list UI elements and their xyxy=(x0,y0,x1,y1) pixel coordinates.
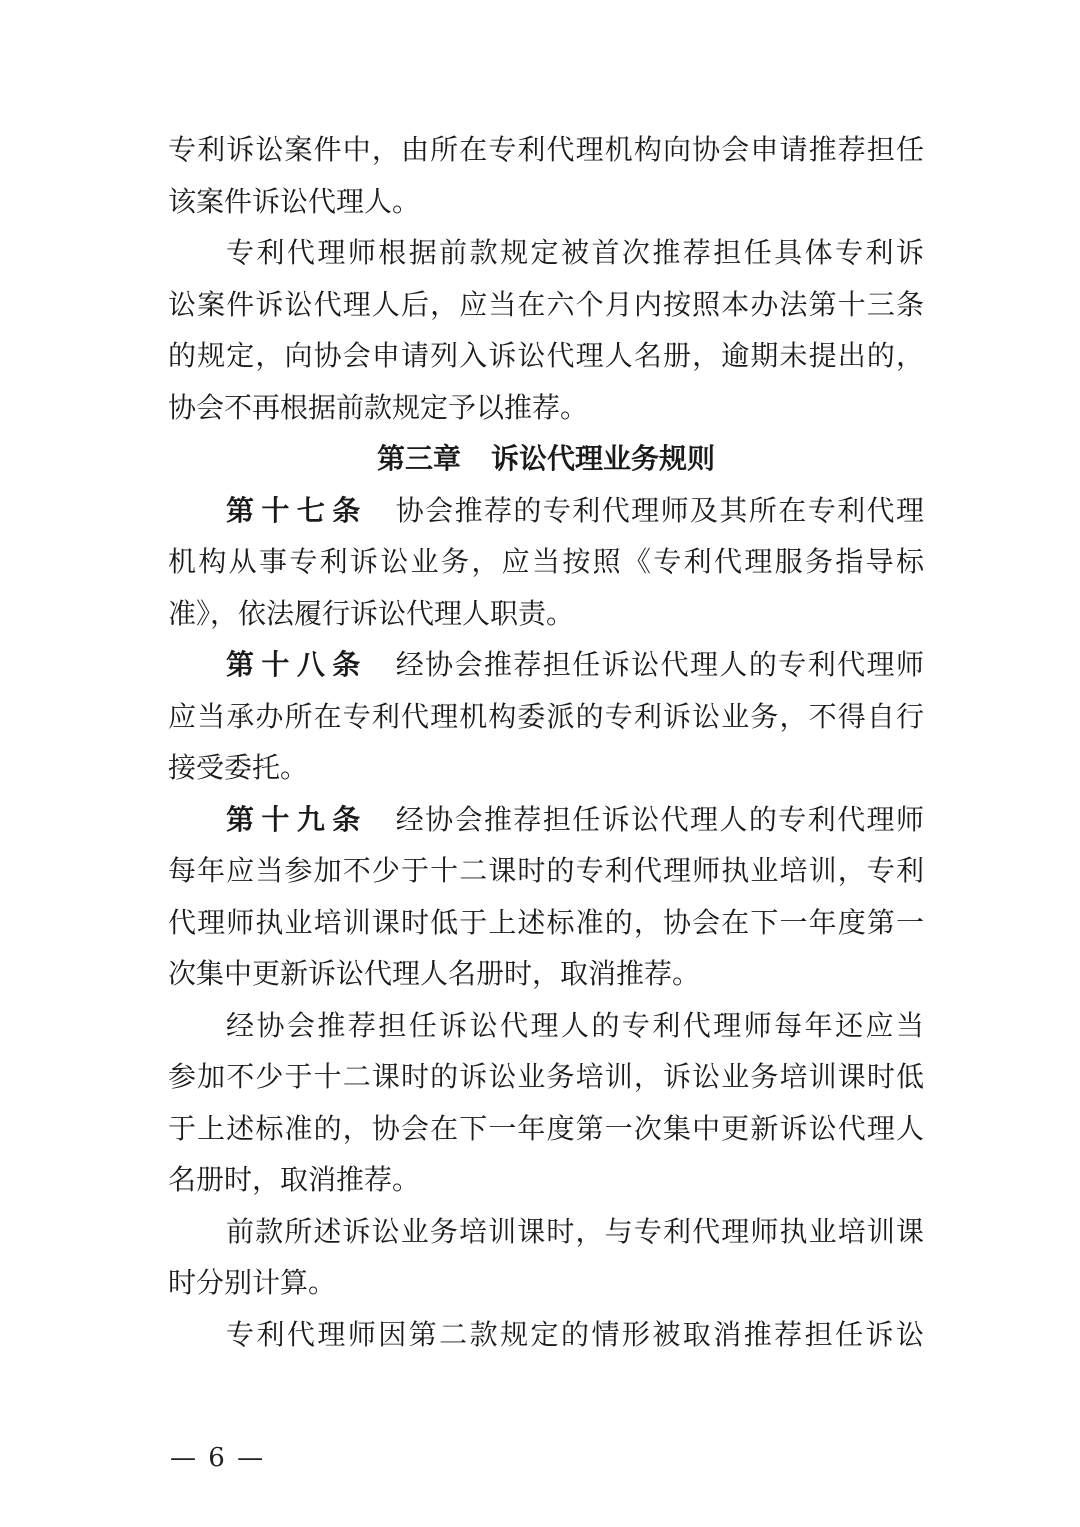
text-line: 专利代理师根据前款规定被首次推荐担任具体专利诉 xyxy=(226,236,924,269)
text-line: 每年应当参加不少于十二课时的专利代理师执业培训，专利 xyxy=(168,854,924,887)
text-line: 代理师执业培训课时低于上述标准的，协会在下一年度第一 xyxy=(168,905,924,939)
text-line: 参加不少于十二课时的诉讼业务培训，诉讼业务培训课时低 xyxy=(168,1060,924,1093)
article-19-number: 第十九条 xyxy=(226,802,368,836)
text-line: 讼案件诉讼代理人后，应当在六个月内按照本办法第十三条 xyxy=(168,287,924,321)
article-18-text: 经协会推荐担任诉讼代理人的专利代理师 xyxy=(395,648,924,681)
article-18-number: 第十八条 xyxy=(226,648,368,681)
text-line: 专利代理师因第二款规定的情形被取消推荐担任诉讼 xyxy=(226,1317,924,1351)
text-line: 接受委托。 xyxy=(168,751,309,784)
article-17-text: 协会推荐的专利代理师及其所在专利代理 xyxy=(395,493,924,527)
text-line: 前款所述诉讼业务培训课时，与专利代理师执业培训课 xyxy=(226,1214,924,1248)
text-line: 应当承办所在专利代理机构委派的专利诉讼业务，不得自行 xyxy=(168,699,924,733)
text-line: 名册时，取消推荐。 xyxy=(168,1163,421,1196)
text-line: 的规定，向协会申请列入诉讼代理人名册，逾期未提出的， xyxy=(168,339,924,372)
text-line: 经协会推荐担任诉讼代理人的专利代理师每年还应当 xyxy=(226,1008,924,1042)
article-18-first-line xyxy=(168,639,924,691)
text-line: 于上述标准的，协会在下一年度第一次集中更新诉讼代理人 xyxy=(168,1111,924,1145)
chapter-heading xyxy=(168,433,924,485)
article-17-number: 第十七条 xyxy=(226,493,368,527)
text-line: 该案件诉讼代理人。 xyxy=(168,184,421,218)
text-line: 次集中更新诉讼代理人名册时，取消推荐。 xyxy=(168,957,701,990)
text-line: 专利诉讼案件中，由所在专利代理机构向协会申请推荐担任 xyxy=(168,133,924,166)
text-line: 时分别计算。 xyxy=(168,1266,337,1299)
chapter-title: 诉讼代理业务规则 xyxy=(491,442,716,475)
article-19-text: 经协会推荐担任诉讼代理人的专利代理师 xyxy=(395,802,924,836)
text-line: 准》，依法履行诉讼代理人职责。 xyxy=(168,596,575,630)
page-number: — 6 — xyxy=(170,1443,266,1473)
text-line: 协会不再根据前款规定予以推荐。 xyxy=(168,390,589,424)
article-17-first-line xyxy=(168,485,924,537)
article-19-first-line xyxy=(168,794,924,846)
chapter-number: 第三章 xyxy=(376,442,461,475)
body-text xyxy=(168,124,924,1360)
text-line: 机构从事专利诉讼业务，应当按照《专利代理服务指导标 xyxy=(168,545,924,578)
